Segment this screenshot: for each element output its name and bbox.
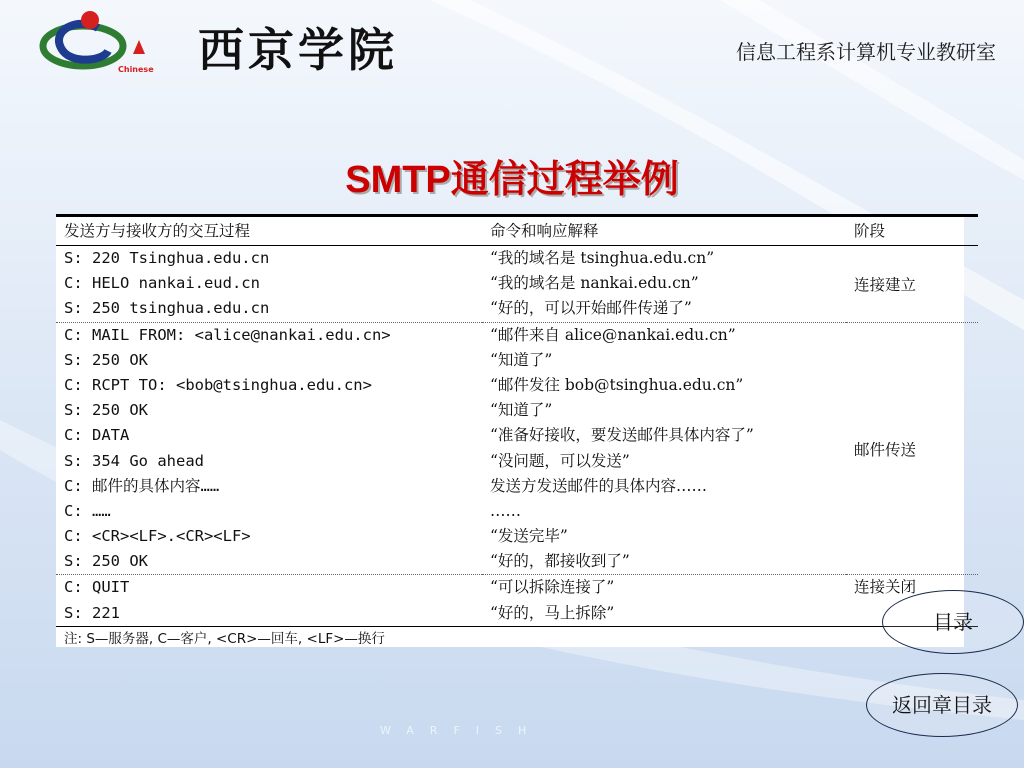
svg-text:Chinese: Chinese	[118, 65, 154, 74]
table-note-row	[56, 626, 978, 651]
smtp-table	[56, 214, 964, 647]
table-row-group-connect	[56, 246, 978, 323]
table-row-group-transfer	[56, 322, 978, 575]
explanation-line: “没问题，可以发送”	[490, 451, 630, 470]
explanation-line: “好的，马上拆除”	[490, 603, 615, 622]
command-line: C: ……	[64, 501, 111, 520]
school-name: 西京学院	[198, 23, 398, 77]
explanation-line: “准备好接收，要发送邮件具体内容了”	[490, 426, 754, 445]
stage-cell: 邮件传送	[846, 322, 978, 575]
explanation-line: “好的，都接收到了”	[490, 552, 630, 571]
explanation-line: “知道了”	[490, 401, 553, 420]
explanation-cell	[482, 322, 846, 575]
explanation-line: “邮件来自 alice@nankai.edu.cn”	[490, 325, 736, 344]
command-line: S: 250 tsinghua.edu.cn	[64, 299, 270, 318]
school-logo	[38, 6, 188, 76]
stage-cell: 连接关闭	[854, 578, 917, 597]
explanation-cell	[482, 575, 846, 626]
explanation-line: ……	[490, 501, 521, 520]
command-line: C: 邮件的具体内容……	[64, 476, 220, 495]
explanation-cell	[482, 246, 846, 323]
command-line: S: 354 Go ahead	[64, 451, 204, 470]
command-line: C: HELO nankai.eud.cn	[64, 274, 260, 293]
command-line: C: <CR><LF>.<CR><LF>	[64, 527, 251, 546]
explanation-line: 发送方发送邮件的具体内容……	[490, 476, 708, 495]
interaction-cell	[56, 246, 482, 323]
command-line: C: MAIL FROM: <alice@nankai.edu.cn>	[64, 325, 391, 344]
header-interaction: 发送方与接收方的交互过程	[56, 216, 482, 246]
explanation-line: “邮件发往 bob@tsinghua.edu.cn”	[490, 375, 744, 394]
command-line: S: 220 Tsinghua.edu.cn	[64, 249, 270, 267]
command-line: S: 250 OK	[64, 401, 148, 420]
header-explanation: 命令和响应解释	[482, 216, 846, 246]
explanation-line: “知道了”	[490, 350, 553, 369]
table-note: 注: S—服务器, C—客户, <CR>—回车, <LF>—换行	[56, 626, 978, 651]
table-header-row	[56, 216, 978, 246]
watermark: WARFISH	[380, 724, 543, 737]
table-row-group-close	[56, 575, 978, 626]
interaction-cell	[56, 322, 482, 575]
department-name: 信息工程系计算机专业教研室	[736, 40, 996, 64]
command-line: C: RCPT TO: <bob@tsinghua.edu.cn>	[64, 375, 372, 394]
explanation-line: “发送完毕”	[490, 527, 568, 546]
slide-title: SMTP通信过程举例	[345, 159, 679, 201]
command-line: S: 250 OK	[64, 552, 148, 571]
return-chapter-toc-button[interactable]: 返回章目录	[866, 673, 1018, 737]
explanation-line: “可以拆除连接了”	[490, 578, 615, 597]
explanation-line: “我的域名是 tsinghua.edu.cn”	[490, 249, 715, 267]
command-line: S: 221	[64, 603, 120, 622]
header-stage: 阶段	[846, 216, 978, 246]
interaction-cell	[56, 575, 482, 626]
command-line: C: QUIT	[64, 578, 130, 597]
command-line: S: 250 OK	[64, 350, 148, 369]
stage-cell: 连接建立	[846, 246, 978, 323]
return-toc-button[interactable]: 目录	[882, 590, 1024, 654]
explanation-line: “我的域名是 nankai.edu.cn”	[490, 274, 699, 293]
command-line: C: DATA	[64, 426, 130, 445]
explanation-line: “好的，可以开始邮件传递了”	[490, 299, 692, 318]
